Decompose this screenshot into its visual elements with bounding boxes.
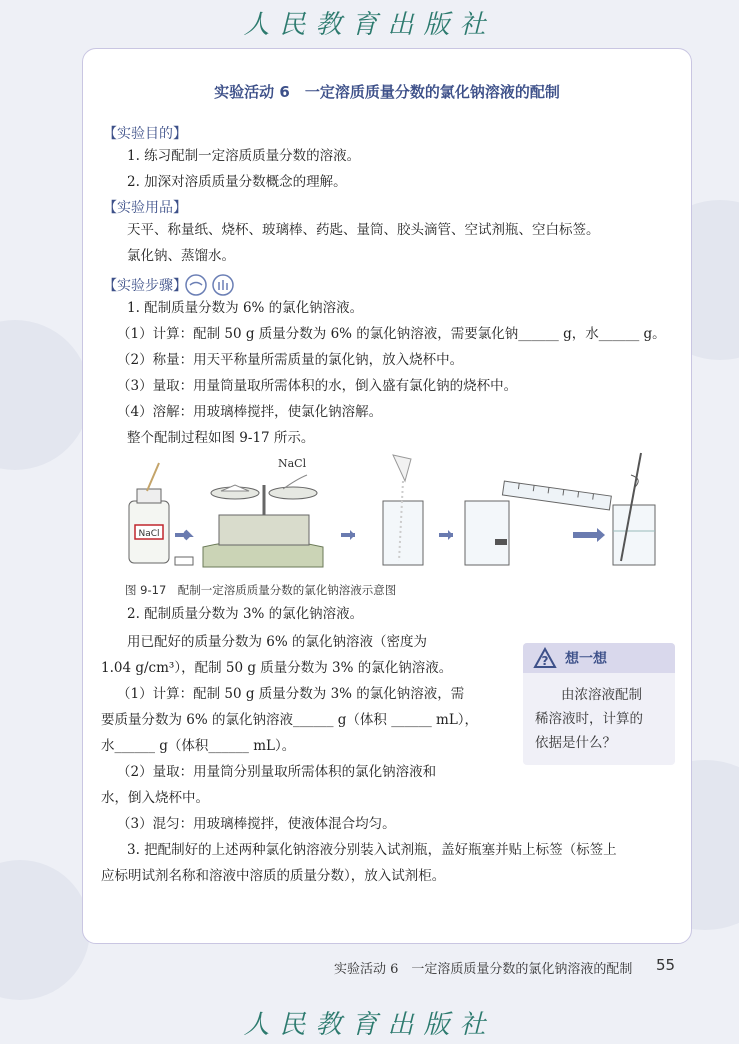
think-box bbox=[523, 643, 675, 765]
goggles-icon bbox=[186, 275, 206, 295]
step1-item: （1）计算：配制 50 g 质量分数为 6% 的氯化钠溶液，需要氯化钠______ g，水______ g。 bbox=[117, 326, 666, 342]
step2-line: （1）计算：配制 50 g 质量分数为 3% 的氯化钠溶液，需 bbox=[117, 686, 465, 702]
safety-icons bbox=[185, 273, 237, 297]
beaker-with-glass-rod bbox=[613, 453, 655, 565]
step1-title: 1. 配制质量分数为 6% 的氯化钠溶液。 bbox=[127, 300, 364, 316]
supplies-line: 氯化钠、蒸馏水。 bbox=[127, 248, 235, 264]
publisher-logo-bottom: 人民教育出版社 bbox=[243, 1010, 496, 1040]
step2-line: 用已配好的质量分数为 6% 的氯化钠溶液（密度为 bbox=[127, 634, 427, 650]
publisher-logo-top: 人民教育出版社 bbox=[243, 10, 496, 40]
step2-line: 要质量分数为 6% 的氯化钠溶液______ g（体积 ______ mL）， bbox=[101, 712, 479, 728]
think-body bbox=[535, 683, 671, 755]
step2-line: （2）量取：用量筒分别量取所需体积的氯化钠溶液和 bbox=[117, 764, 437, 780]
step1-note: 整个配制过程如图 9-17 所示。 bbox=[127, 430, 315, 446]
step2-line: 1.04 g/cm³），配制 50 g 质量分数为 3% 的氯化钠溶液。 bbox=[101, 660, 453, 676]
think-header bbox=[523, 643, 675, 673]
step2-title: 2. 配制质量分数为 3% 的氯化钠溶液。 bbox=[127, 606, 364, 622]
think-line: 由浓溶液配制 bbox=[561, 687, 642, 703]
beaker-with-paper bbox=[383, 455, 423, 565]
steps-heading: 【实验步骤】 bbox=[103, 278, 187, 294]
reagent-bottle bbox=[129, 463, 169, 563]
footer-running-title: 实验活动 6 一定溶质质量分数的氯化钠溶液的配制 bbox=[334, 962, 633, 977]
step1-item: （3）量取：用量筒量取所需体积的水，倒入盛有氯化钠的烧杯中。 bbox=[117, 378, 518, 394]
background-decoration bbox=[0, 860, 90, 1000]
step2-line: 水，倒入烧杯中。 bbox=[101, 790, 209, 806]
step1-item: （2）称量：用天平称量所需质量的氯化钠，放入烧杯中。 bbox=[117, 352, 464, 368]
beaker-with-cylinder bbox=[465, 481, 611, 565]
purpose-heading: 【实验目的】 bbox=[103, 126, 187, 142]
think-line: 稀溶液时，计算的 bbox=[535, 711, 643, 727]
bottle-stopper bbox=[175, 557, 193, 565]
step3-line: 3. 把配制好的上述两种氯化钠溶液分别装入试剂瓶，盖好瓶塞并贴上标签（标签上 bbox=[127, 842, 617, 858]
page-number: 55 bbox=[656, 956, 676, 974]
arrow-icon bbox=[175, 531, 189, 539]
svg-text:?: ? bbox=[541, 654, 549, 668]
step2-line: （3）混匀：用玻璃棒搅拌，使液体混合均匀。 bbox=[117, 816, 396, 832]
think-title: 想一想 bbox=[565, 651, 607, 667]
bottle-label: NaCl bbox=[138, 529, 160, 539]
experiment-card bbox=[82, 48, 692, 944]
balance-scale bbox=[203, 457, 323, 567]
background-decoration bbox=[0, 320, 90, 470]
figure-9-17 bbox=[123, 451, 663, 579]
figure-caption: 图 9-17 配制一定溶质质量分数的氯化钠溶液示意图 bbox=[125, 583, 397, 597]
think-line: 依据是什么？ bbox=[535, 735, 616, 751]
nacl-label: NaCl bbox=[278, 457, 307, 470]
step1-item: （4）溶解：用玻璃棒搅拌，使氯化钠溶解。 bbox=[117, 404, 383, 420]
page-title: 实验活动 6 一定溶质质量分数的氯化钠溶液的配制 bbox=[214, 83, 560, 101]
supplies-heading: 【实验用品】 bbox=[103, 200, 187, 216]
question-triangle-icon bbox=[533, 647, 557, 669]
purpose-item: 1. 练习配制一定溶质质量分数的溶液。 bbox=[127, 148, 361, 164]
purpose-item: 2. 加深对溶质质量分数概念的理解。 bbox=[127, 174, 347, 190]
step2-line: 水______ g（体积______ mL）。 bbox=[101, 738, 296, 754]
step3-line: 应标明试剂名称和溶液中溶质的质量分数），放入试剂柜。 bbox=[101, 868, 446, 884]
supplies-line: 天平、称量纸、烧杯、玻璃棒、药匙、量筒、胶头滴管、空试剂瓶、空白标签。 bbox=[127, 222, 600, 238]
